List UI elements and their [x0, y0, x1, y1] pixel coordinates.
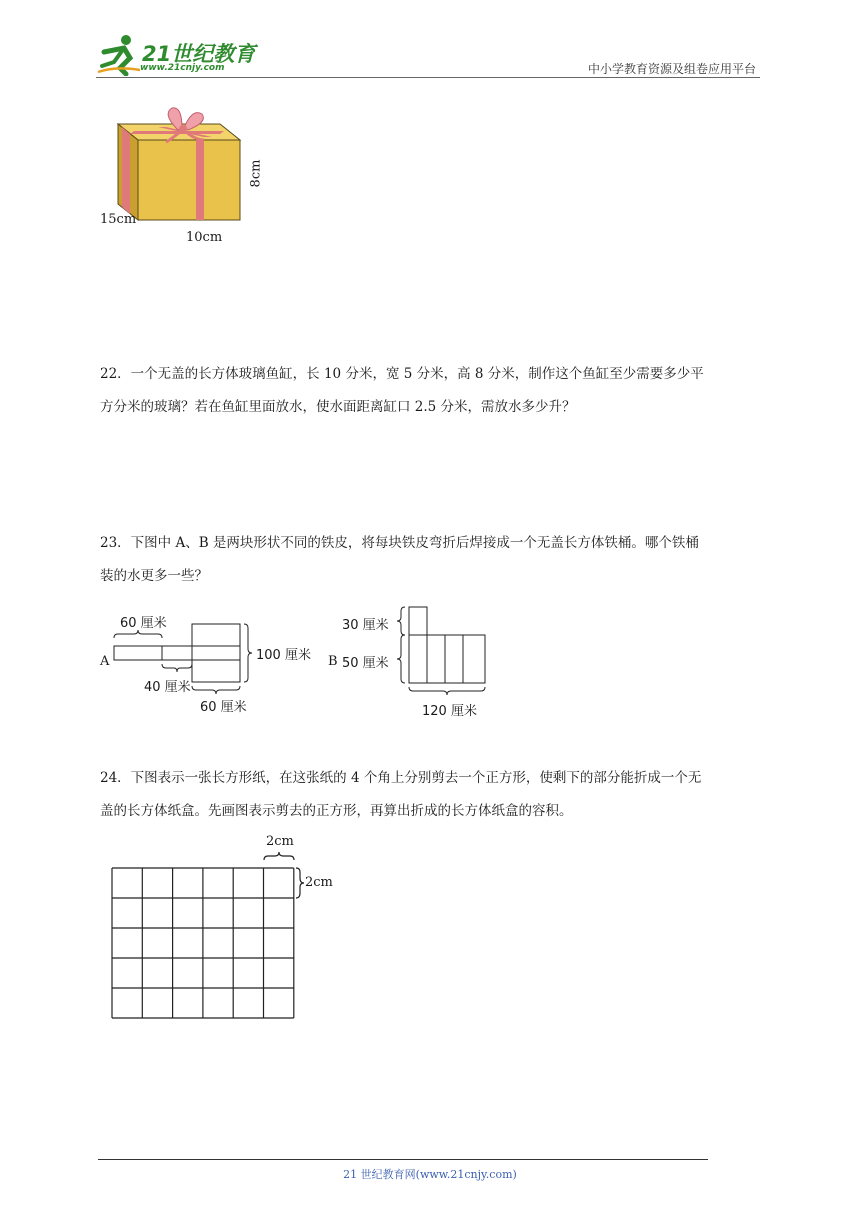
paper-grid-figure: [100, 830, 360, 1025]
sheet-a-label: A: [100, 654, 110, 669]
gift-height-label: 8cm: [248, 159, 264, 188]
sheet-a-bottom-length: 60 厘米: [200, 700, 247, 715]
iron-sheets-figure: [96, 598, 516, 723]
logo-text: 21世纪教育: [142, 42, 256, 66]
question-22: [100, 358, 780, 424]
question-23: [100, 527, 780, 593]
footer-text: 21 世纪教育网(www.21cnjy.com): [343, 1168, 517, 1181]
header-divider: [96, 77, 760, 78]
header-platform-text: 中小学教育资源及组卷应用平台: [587, 62, 756, 76]
logo-url: www.21cnjy.com: [140, 63, 225, 73]
gift-box-figure: [100, 100, 280, 250]
question-22-line-1: 22．一个无盖的长方体玻璃鱼缸，长 10 分米，宽 5 分米，高 8 分米，制作这个鱼缸至少需要多少平: [100, 366, 704, 382]
grid-right-size-label: 2cm: [305, 875, 333, 890]
gift-width-label: 10cm: [186, 230, 223, 245]
question-23-line-2: 装的水更多一些？: [100, 568, 208, 584]
sheet-b-bottom-length: 120 厘米: [422, 704, 477, 719]
sheet-a-top-length: 60 厘米: [120, 616, 167, 631]
grid-top-size-label: 2cm: [266, 834, 294, 849]
sheet-b-top-length: 30 厘米: [342, 618, 389, 633]
question-24-line-2: 盖的长方体纸盒。先画图表示剪去的正方形，再算出折成的长方体纸盒的容积。: [100, 803, 573, 819]
site-logo: [96, 32, 266, 80]
question-22-line-2: 方分米的玻璃？若在鱼缸里面放水，使水面距离缸口 2.5 分米，需放水多少升？: [100, 399, 576, 415]
sheet-b-mid-length: 50 厘米: [342, 656, 389, 671]
page-header: [96, 32, 760, 80]
sheet-b-label: B: [328, 654, 338, 669]
question-24: [100, 762, 780, 828]
sheet-a-mid-length: 40 厘米: [144, 680, 191, 695]
sheet-a-right-length: 100 厘米: [256, 648, 311, 663]
gift-depth-label: 15cm: [100, 212, 137, 227]
runner-logo-icon: [96, 32, 142, 76]
question-24-line-1: 24．下图表示一张长方形纸，在这张纸的 4 个角上分别剪去一个正方形，使剩下的部分能折成一个无: [100, 770, 702, 786]
footer-divider: [98, 1159, 708, 1160]
question-23-line-1: 23．下图中 A、B 是两块形状不同的铁皮，将每块铁皮弯折后焊接成一个无盖长方体铁桶。哪个铁桶: [100, 535, 699, 551]
